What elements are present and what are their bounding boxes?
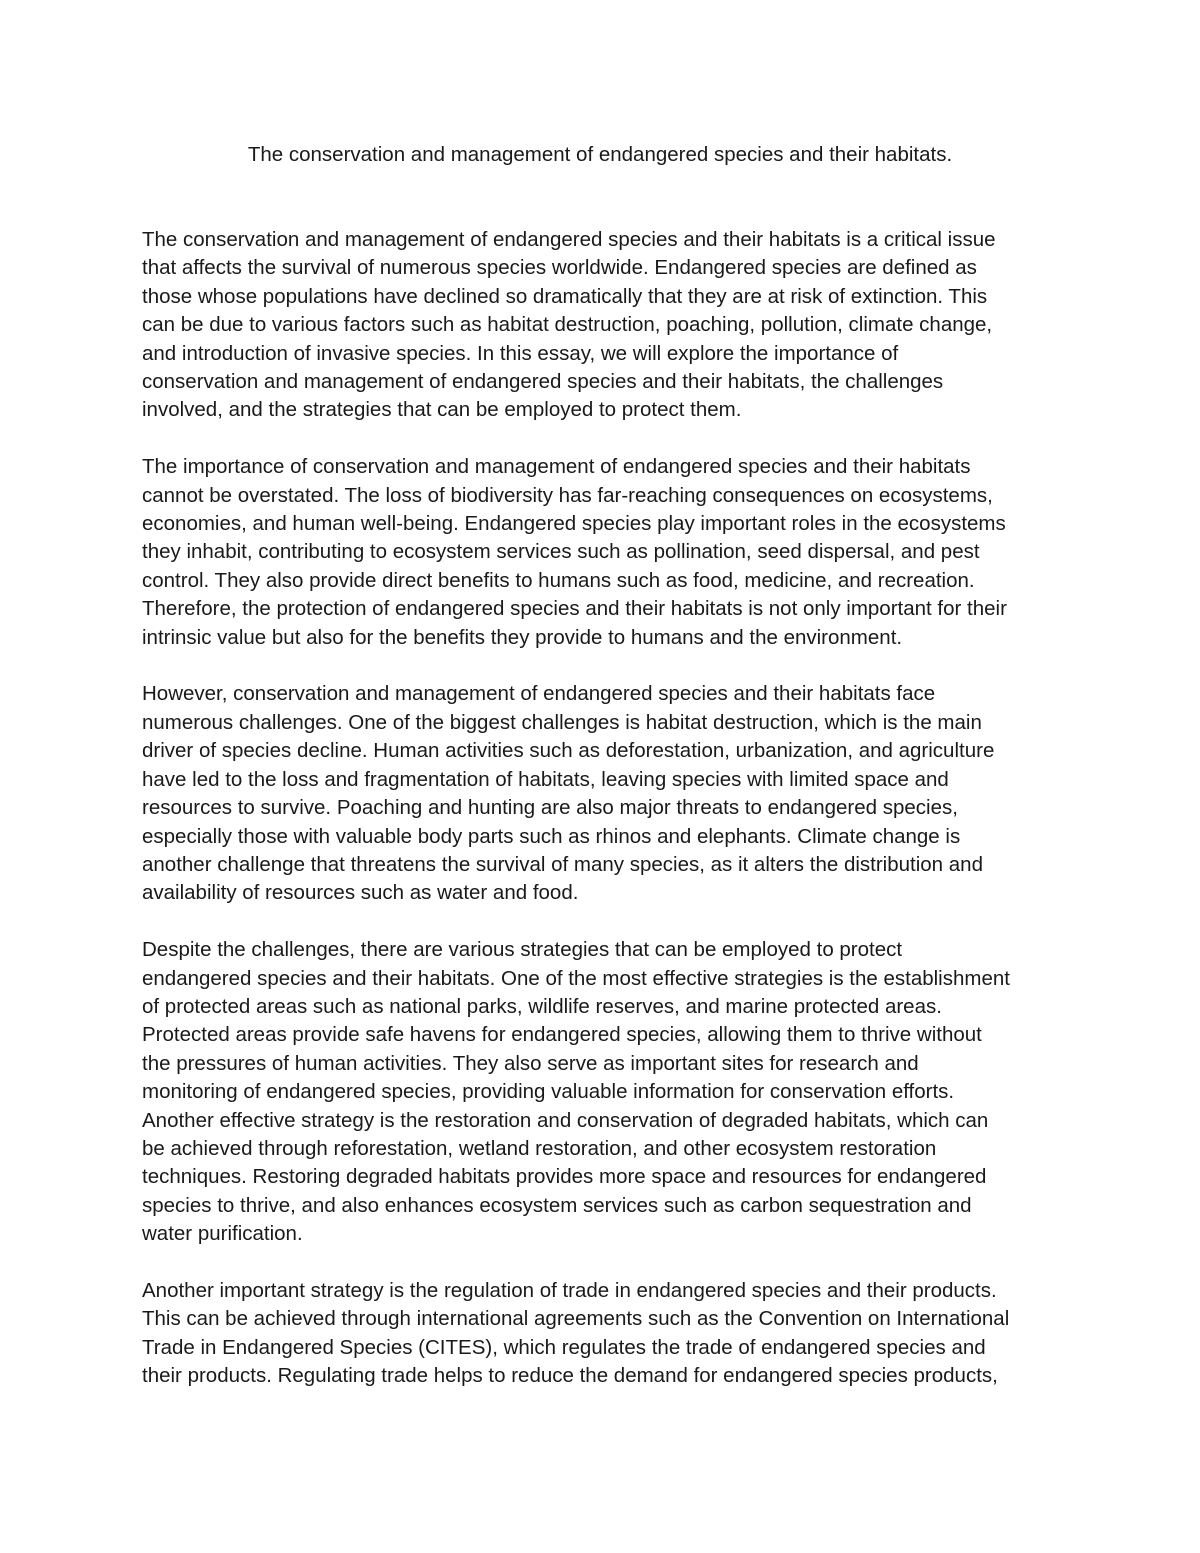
text-line: resources to survive. Poaching and hunting are also major threats to endangered species, bbox=[142, 796, 958, 820]
text-line: conservation and management of endangered species and their habitats, the challenges bbox=[142, 370, 944, 394]
text-line: another challenge that threatens the survival of many species, as it alters the distribution and bbox=[142, 852, 983, 876]
text-line: involved, and the strategies that can be employed to protect them. bbox=[142, 398, 742, 422]
text-line: intrinsic value but also for the benefits they provide to humans and the environment. bbox=[142, 625, 903, 649]
text-line: Another effective strategy is the restoration and conservation of degraded habitats, which can bbox=[142, 1108, 989, 1132]
paragraph bbox=[142, 226, 1070, 425]
text-line: cannot be overstated. The loss of biodiversity has far-reaching consequences on ecosystems, bbox=[142, 483, 993, 507]
paragraph bbox=[142, 1277, 1070, 1391]
text-line: control. They also provide direct benefits to humans such as food, medicine, and recreation. bbox=[142, 568, 975, 592]
text-line: Another important strategy is the regulation of trade in endangered species and their products. bbox=[142, 1278, 997, 1302]
text-line: This can be achieved through international agreements such as the Convention on International bbox=[142, 1307, 1010, 1331]
text-line: the pressures of human activities. They also serve as important sites for research and bbox=[142, 1051, 919, 1075]
text-line: they inhabit, contributing to ecosystem services such as pollination, seed dispersal, and pest bbox=[142, 540, 980, 564]
text-line: driver of species decline. Human activities such as deforestation, urbanization, and agriculture bbox=[142, 739, 995, 763]
text-line: availability of resources such as water and food. bbox=[142, 881, 579, 905]
document-body bbox=[142, 226, 1070, 1419]
document-title: The conservation and management of endangered species and their habitats. bbox=[247, 143, 953, 166]
text-line: especially those with valuable body parts such as rhinos and elephants. Climate change is bbox=[142, 824, 961, 848]
text-line: species to thrive, and also enhances ecosystem services such as carbon sequestration and bbox=[142, 1193, 972, 1217]
text-line: monitoring of endangered species, providing valuable information for conservation efforts. bbox=[142, 1080, 955, 1104]
text-line: Despite the challenges, there are various strategies that can be employed to protect bbox=[142, 938, 903, 962]
text-line: those whose populations have declined so dramatically that they are at risk of extinction. This bbox=[142, 284, 988, 308]
text-line: Trade in Endangered Species (CITES), which regulates the trade of endangered species and bbox=[142, 1335, 986, 1359]
text-line: However, conservation and management of endangered species and their habitats face bbox=[142, 682, 936, 706]
text-line: water purification. bbox=[142, 1222, 303, 1246]
text-line: Protected areas provide safe havens for endangered species, allowing them to thrive without bbox=[142, 1023, 982, 1047]
paragraph bbox=[142, 453, 1070, 652]
text-line: of protected areas such as national parks, wildlife reserves, and marine protected areas. bbox=[142, 994, 942, 1018]
text-line: and introduction of invasive species. In this essay, we will explore the importance of bbox=[142, 341, 899, 365]
text-line: their products. Regulating trade helps to reduce the demand for endangered species products, bbox=[142, 1364, 998, 1388]
text-line: numerous challenges. One of the biggest challenges is habitat destruction, which is the main bbox=[142, 710, 982, 734]
text-line: can be due to various factors such as habitat destruction, poaching, pollution, climate change, bbox=[142, 313, 993, 337]
text-line: economies, and human well-being. Endangered species play important roles in the ecosystems bbox=[142, 512, 1006, 536]
text-line: techniques. Restoring degraded habitats provides more space and resources for endangered bbox=[142, 1165, 987, 1189]
text-line: The conservation and management of endangered species and their habitats is a critical issue bbox=[142, 228, 996, 251]
text-line: have led to the loss and fragmentation of habitats, leaving species with limited space and bbox=[142, 767, 949, 791]
text-line: that affects the survival of numerous species worldwide. Endangered species are defined as bbox=[142, 256, 977, 280]
paragraph bbox=[142, 936, 1070, 1248]
paragraph bbox=[142, 680, 1070, 907]
text-line: be achieved through reforestation, wetland restoration, and other ecosystem restoration bbox=[142, 1136, 937, 1160]
text-line: endangered species and their habitats. One of the most effective strategies is the establishment bbox=[142, 966, 1010, 990]
text-line: Therefore, the protection of endangered species and their habitats is not only important for their bbox=[142, 597, 1007, 621]
text-line: The importance of conservation and management of endangered species and their habitats bbox=[142, 455, 971, 479]
